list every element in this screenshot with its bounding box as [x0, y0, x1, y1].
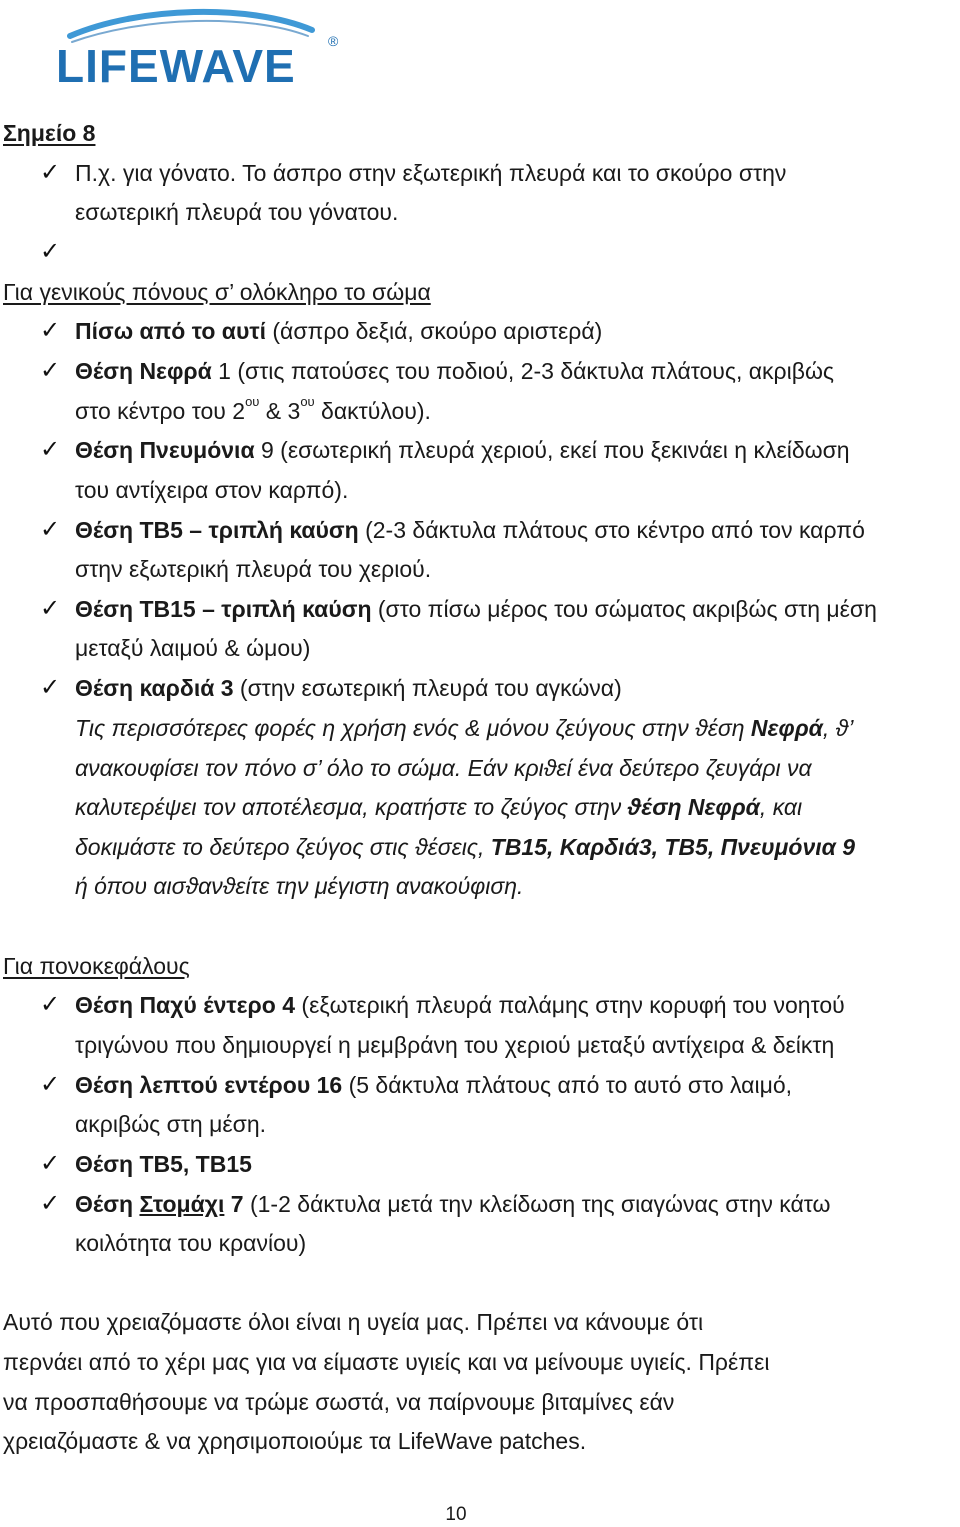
- point8-line-1: Π.χ. για γόνατο. Το άσπρο στην εξωτερική πλευρά και το σκούρο στην: [75, 160, 787, 186]
- check-icon: ✓: [40, 674, 61, 701]
- headache-item-3: Θέση ΤΒ5, ΤΒ15: [75, 1151, 252, 1177]
- lifewave-logo-mark: [50, 6, 350, 98]
- lifewave-logo: [50, 6, 350, 98]
- check-icon: ✓: [40, 516, 61, 543]
- headache-item-2-line-2: ακριβώς στη μέση.: [75, 1111, 266, 1137]
- headache-item-1: Θέση Παχύ έντερο 4 (εξωτερική πλευρά παλάμης στην κορυφή του νοητού: [75, 992, 845, 1018]
- general-item-2-line-2: στο κέντρο του $2^{o\upsilon}$ & $3^{o\upsilon}$ δακτύλου).: [75, 394, 431, 424]
- check-icon: ✓: [40, 595, 61, 622]
- heading-general-pain: Για γενικούς πόνους σ’ ολόκληρο το σώμα: [3, 279, 431, 305]
- check-icon: ✓: [40, 436, 61, 463]
- heading-headache: Για πονοκεφάλους: [3, 953, 190, 979]
- point8-line-2: εσωτερική πλευρά του γόνατου.: [75, 199, 399, 225]
- closing-line-2: περνάει από το χέρι μας για να είμαστε υγιείς και να μείνουμε υγιείς. Πρέπει: [3, 1349, 770, 1375]
- headache-item-4-line-2: κοιλότητα του κρανίου): [75, 1230, 307, 1256]
- logo-text: LIFEWAVE: [56, 40, 296, 92]
- general-item-6: Θέση καρδιά 3 (στην εσωτερική πλευρά του αγκώνα): [75, 675, 622, 701]
- check-icon: ✓: [40, 1190, 61, 1217]
- general-item-2: Θέση Νεφρά 1 (στις πατούσες του ποδιού, 2-3 δάκτυλα πλάτους, ακριβώς: [75, 358, 835, 384]
- general-item-5: Θέση ΤΒ15 – τριπλή καύση (στο πίσω μέρος του σώματος ακριβώς στη μέση: [75, 596, 877, 622]
- registered-mark: ®: [328, 33, 339, 49]
- check-icon: ✓: [40, 991, 61, 1018]
- headache-item-4: Θέση Στομάχι 7 (1-2 δάκτυλα μετά την κλείδωση της σιαγώνας στην κάτω: [75, 1191, 831, 1217]
- general-item-3-line-2: του αντίχειρα στον καρπό).: [75, 477, 349, 503]
- check-icon: ✓: [40, 357, 61, 384]
- heading-point-8: Σημείο 8: [3, 120, 96, 146]
- general-note-line-5: ή όπου αισϑανϑείτε την μέγιστη ανακούφιση.: [75, 873, 524, 899]
- page-number: 10: [445, 1504, 467, 1525]
- check-icon: ✓: [40, 1150, 61, 1177]
- general-note-line-4: δοκιμάστε το δεύτερο ζεύγος στις ϑέσεις, ΤΒ15, Καρδιά3, ΤΒ5, Πνευμόνια 9: [75, 834, 856, 860]
- general-note-line-3: καλυτερέψει τον αποτέλεσμα, κρατήστε το ζεύγος στην ϑέση Νεφρά, και: [75, 794, 803, 820]
- general-note-line-1: Τις περισσότερες φορές η χρήση ενός & μόνου ζεύγους στην ϑέση Νεφρά, ϑ’: [75, 715, 854, 741]
- headache-item-1-line-2: τριγώνου που δημιουργεί η μεμβράνη του χεριού μεταξύ αντίχειρα & δείκτη: [75, 1032, 835, 1058]
- general-item-1: Πίσω από το αυτί (άσπρο δεξιά, σκούρο αριστερά): [75, 318, 603, 344]
- check-icon: ✓: [40, 159, 61, 186]
- general-item-4: Θέση ΤΒ5 – τριπλή καύση (2-3 δάκτυλα πλάτους στο κέντρο από τον καρπό: [75, 517, 865, 543]
- closing-line-3: να προσπαθήσουμε να τρώμε σωστά, να παίρνουμε βιταμίνες εάν: [3, 1389, 675, 1415]
- general-note-line-2: ανακουφίσει τον πόνο σ’ όλο το σώμα. Εάν κριϑεί ένα δεύτερο ζευγάρι να: [75, 755, 812, 781]
- headache-item-2: Θέση λεπτού εντέρου 16 (5 δάκτυλα πλάτους από το αυτό στο λαιμό,: [75, 1072, 793, 1098]
- closing-line-1: Αυτό που χρειαζόμαστε όλοι είναι η υγεία μας. Πρέπει να κάνουμε ότι: [3, 1309, 704, 1335]
- check-icon: ✓: [40, 238, 61, 265]
- closing-line-4: χρειαζόμαστε & να χρησιμοποιούμε τα LifeWave patches.: [3, 1428, 587, 1454]
- check-icon: ✓: [40, 1071, 61, 1098]
- general-item-3: Θέση Πνευμόνια 9 (εσωτερική πλευρά χεριού, εκεί που ξεκινάει η κλείδωση: [75, 437, 850, 463]
- general-item-5-line-2: μεταξύ λαιμού & ώμου): [75, 635, 311, 661]
- general-item-4-line-2: στην εξωτερική πλευρά του χεριού.: [75, 556, 432, 582]
- check-icon: ✓: [40, 317, 61, 344]
